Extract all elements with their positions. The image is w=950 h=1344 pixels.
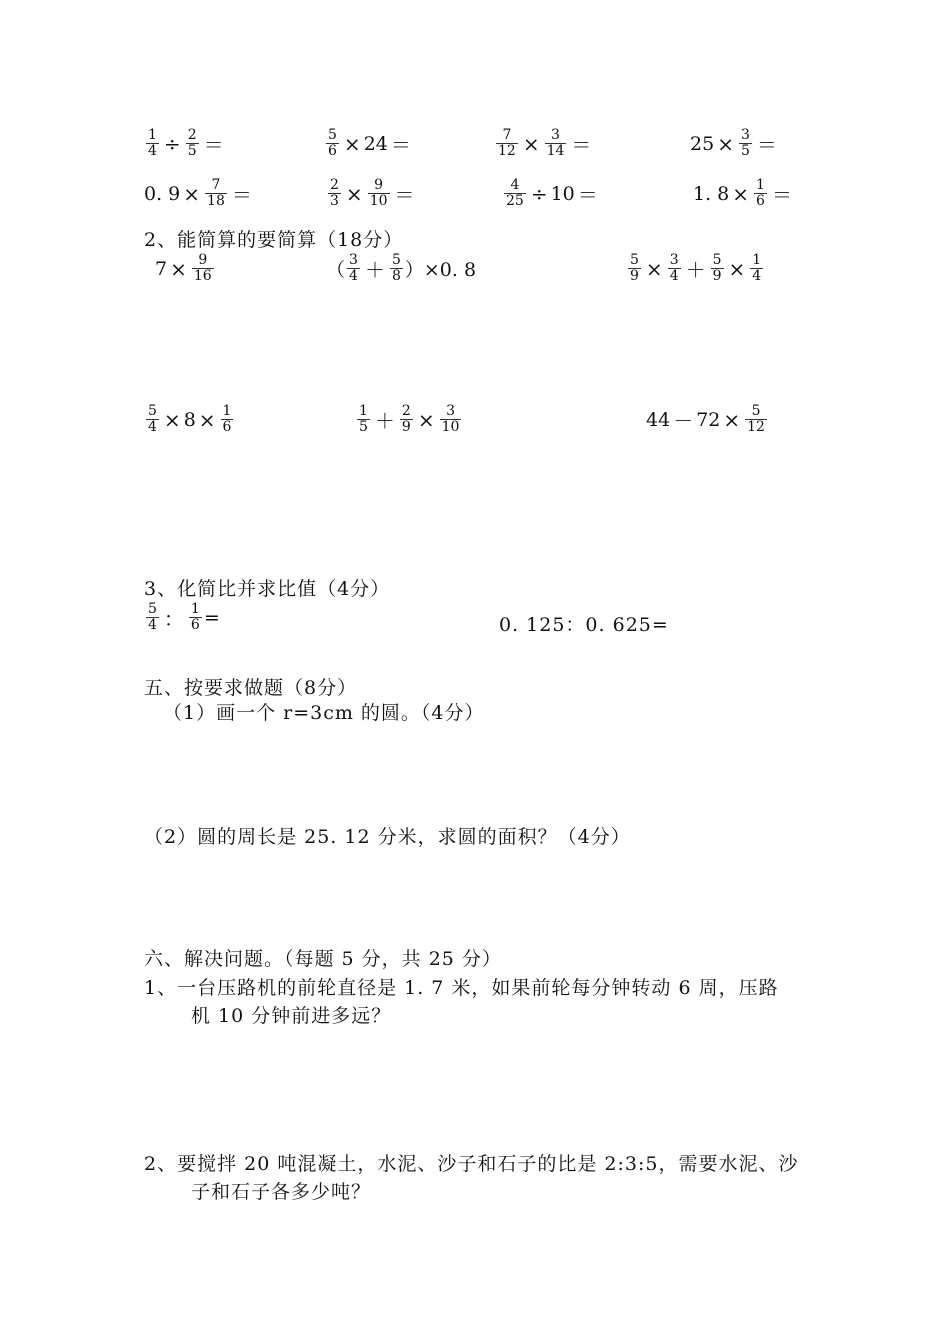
ratio-1	[144, 602, 220, 633]
numerator: 5	[712, 252, 722, 268]
number: =	[203, 606, 220, 629]
expr-r1-1	[144, 128, 227, 159]
expr-r3-2	[326, 253, 476, 284]
fraction	[328, 178, 341, 209]
fraction	[739, 128, 752, 159]
fraction	[146, 404, 159, 435]
denominator: 6	[190, 617, 200, 633]
expr-r2-2	[326, 178, 418, 209]
fraction	[146, 128, 159, 159]
numerator: 1	[148, 127, 157, 143]
numerator: 1	[190, 601, 200, 617]
number: 72	[696, 408, 721, 431]
expr-r2-4	[693, 178, 795, 209]
numerator: 1	[222, 403, 232, 419]
fraction	[545, 128, 567, 159]
operator: ＝	[771, 183, 792, 207]
denominator: 18	[207, 193, 225, 209]
number: 44	[646, 408, 671, 431]
denominator: 3	[330, 193, 339, 209]
numerator: 2	[330, 177, 339, 193]
expr-r2-1	[144, 178, 255, 209]
operator: ＋	[364, 258, 385, 282]
section-5-title: 五、按要求做题（8分）	[144, 677, 358, 699]
ratio-2: 0. 125：0. 625=	[499, 614, 669, 636]
operator: ：	[163, 607, 184, 631]
numerator: 3	[551, 127, 560, 143]
number: ）×0. 8	[404, 259, 477, 281]
fraction	[189, 602, 202, 633]
question-6-1-line-2: 机 10 分钟前进多远？	[191, 1005, 392, 1027]
numerator: 3	[740, 127, 750, 143]
number: 8	[183, 408, 196, 431]
expr-r1-4	[690, 128, 780, 159]
denominator: 4	[148, 617, 157, 633]
fraction	[400, 404, 413, 435]
number: 10	[550, 182, 575, 205]
operator: ＝	[577, 183, 598, 207]
fraction	[205, 178, 227, 209]
expr-r3-3	[626, 253, 765, 284]
operator: ×	[522, 131, 540, 156]
question-5-2: （2）圆的周长是 25. 12 分米，求圆的面积？（4分）	[144, 826, 631, 848]
operator: ＝	[231, 183, 252, 207]
numerator: 5	[391, 252, 401, 268]
section-6-title: 六、解决问题。（每题 5 分，共 25 分）	[144, 948, 502, 970]
denominator: 6	[756, 193, 765, 209]
fraction	[496, 128, 518, 159]
question-6-2-line-2: 子和石子各多少吨？	[191, 1181, 372, 1203]
fraction	[192, 253, 214, 284]
operator: ×	[170, 256, 187, 281]
denominator: 9	[630, 268, 639, 284]
operator: ×	[717, 131, 734, 156]
expr-r4-2	[355, 404, 463, 435]
numerator: 7	[211, 177, 221, 193]
denominator: 16	[193, 268, 212, 284]
numerator: 3	[446, 403, 455, 419]
operator: ×	[198, 407, 216, 432]
operator: －	[673, 409, 694, 433]
numerator: 9	[374, 177, 384, 193]
fraction	[390, 253, 403, 284]
fraction	[186, 128, 199, 159]
fraction	[711, 253, 724, 284]
denominator: 4	[669, 268, 679, 284]
fraction	[628, 253, 641, 284]
operator: ＋	[374, 409, 395, 433]
operator: ×	[163, 407, 181, 432]
number: 24	[363, 132, 388, 155]
numerator: 5	[148, 403, 157, 419]
denominator: 4	[752, 268, 762, 284]
denominator: 5	[359, 419, 368, 435]
operator: ＝	[203, 133, 224, 157]
numerator: 1	[359, 403, 368, 419]
number: （	[326, 259, 346, 281]
number: 0. 9	[144, 182, 181, 205]
expr-r4-3	[646, 404, 769, 435]
fraction	[221, 404, 234, 435]
numerator: 5	[751, 403, 761, 419]
fraction	[440, 404, 462, 435]
numerator: 3	[669, 252, 679, 268]
operator: ×	[723, 407, 741, 432]
denominator: 12	[498, 143, 516, 159]
number: 1. 8	[693, 182, 730, 205]
denominator: 10	[441, 419, 460, 435]
numerator: 7	[502, 127, 512, 143]
operator: ×	[732, 181, 750, 206]
fraction	[146, 602, 159, 633]
fraction	[504, 178, 526, 209]
section-3-title: 3、化简比并求比值（4分）	[144, 578, 391, 600]
operator: ×	[345, 181, 363, 206]
denominator: 9	[401, 419, 411, 435]
operator: ＝	[394, 183, 415, 207]
expr-r1-3	[494, 128, 594, 159]
section-2-title: 2、能简算的要简算（18分）	[144, 229, 404, 251]
operator: ＋	[685, 258, 706, 282]
operator: ×	[343, 131, 361, 156]
fraction	[368, 178, 390, 209]
expr-r2-3	[502, 178, 601, 209]
denominator: 10	[369, 193, 388, 209]
operator: ×	[183, 181, 201, 206]
denominator: 5	[740, 143, 750, 159]
expr-r3-1	[155, 253, 216, 284]
numerator: 9	[198, 252, 208, 268]
fraction	[754, 178, 767, 209]
question-6-1-line-1: 1、一台压路机的前轮直径是 1. 7 米，如果前轮每分钟转动 6 周，压路	[144, 977, 779, 999]
denominator: 8	[391, 268, 401, 284]
operator: ＝	[571, 133, 592, 157]
denominator: 14	[546, 143, 565, 159]
numerator: 3	[349, 252, 358, 268]
fraction	[668, 253, 681, 284]
numerator: 5	[328, 127, 337, 143]
fraction	[750, 253, 763, 284]
fraction	[745, 404, 767, 435]
denominator: 4	[148, 419, 157, 435]
numerator: 1	[752, 252, 762, 268]
numerator: 4	[510, 177, 520, 193]
operator: ×	[645, 256, 663, 281]
question-6-2-line-1: 2、要搅拌 20 吨混凝土，水泥、沙子和石子的比是 2:3:5，需要水泥、沙	[144, 1153, 799, 1175]
operator: ÷	[163, 131, 181, 156]
denominator: 25	[506, 193, 524, 209]
fraction	[326, 128, 339, 159]
operator: ÷	[530, 181, 548, 206]
operator: ×	[417, 407, 435, 432]
expr-r1-2	[324, 128, 414, 159]
numerator: 2	[187, 127, 197, 143]
numerator: 2	[401, 403, 411, 419]
denominator: 6	[328, 143, 337, 159]
expr-r4-1	[144, 404, 235, 435]
operator: ×	[728, 256, 746, 281]
numerator: 5	[148, 601, 157, 617]
fraction	[347, 253, 360, 284]
number: 7	[155, 257, 168, 280]
numerator: 5	[630, 252, 639, 268]
denominator: 5	[187, 143, 197, 159]
denominator: 4	[148, 143, 157, 159]
denominator: 4	[349, 268, 358, 284]
question-5-1: （1）画一个 r=3cm 的圆。（4分）	[163, 702, 485, 724]
number: 25	[690, 132, 715, 155]
operator: ＝	[390, 133, 411, 157]
operator: ＝	[756, 133, 777, 157]
denominator: 9	[712, 268, 722, 284]
fraction	[357, 404, 370, 435]
denominator: 12	[747, 419, 765, 435]
numerator: 1	[756, 177, 765, 193]
denominator: 6	[222, 419, 232, 435]
